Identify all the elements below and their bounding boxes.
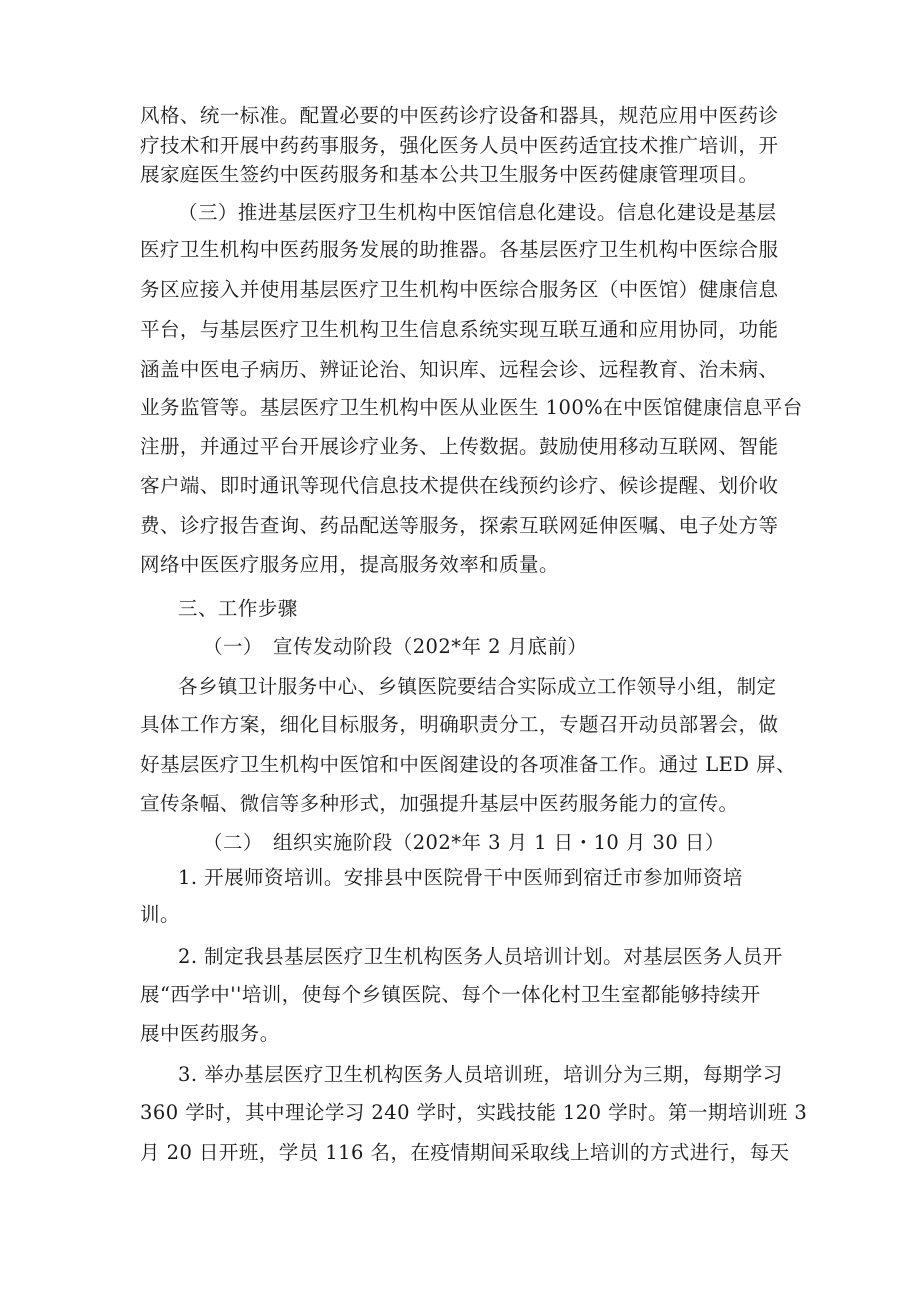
- paragraph-line: 展“西学中''培训，使每个乡镇医院、每个一体化村卫生室都能够持续开: [140, 983, 761, 1006]
- paragraph-line: 费、诊疗报告查询、药品配送等服务，探索互联网延伸医嘱、电子处方等: [140, 514, 779, 537]
- section-title: 三、工作步骤: [178, 597, 298, 620]
- paragraph-line: 疗技术和开展中药药事服务，强化医务人员中医药适宜技术推广培训，开: [140, 134, 779, 157]
- paragraph-line: 平台，与基层医疗卫生机构卫生信息系统实现互联互通和应用协同，功能: [140, 318, 779, 341]
- paragraph-line: 客户端、即时通讯等现代信息技术提供在线预约诊疗、候诊提醒、划价收: [140, 474, 779, 497]
- paragraph-line: 网络中医医疗服务应用，提高服务效率和质量。: [140, 553, 559, 576]
- paragraph-line: 展中医药服务。: [140, 1022, 280, 1045]
- section-heading-line: （三）推进基层医疗卫生机构中医馆信息化建设。信息化建设是基层: [178, 201, 777, 224]
- paragraph-line: 风格、统一标准。配置必要的中医药诊疗设备和器具，规范应用中医药诊: [140, 104, 779, 127]
- paragraph-line: 1. 开展师资培训。安排县中医院骨干中医师到宿迁市参加师资培: [178, 866, 743, 889]
- paragraph-line: 3. 举办基层医疗卫生机构医务人员培训班，培训分为三期，每期学习: [178, 1063, 783, 1086]
- paragraph-line: 业务监管等。基层医疗卫生机构中医从业医生 100%在中医馆健康信息平台: [140, 396, 803, 419]
- paragraph-line: 展家庭医生签约中医药服务和基本公共卫生服务中医药健康管理项目。: [140, 163, 759, 186]
- paragraph-line: 月 20 日开班，学员 116 名，在疫情期间采取线上培训的方式进行，每天: [140, 1141, 790, 1164]
- paragraph-line: 好基层医疗卫生机构中医馆和中医阁建设的各项准备工作。通过 LED 屏、: [140, 753, 796, 776]
- paragraph-line: 具体工作方案，细化目标服务，明确职责分工，专题召开动员部署会，做: [140, 713, 779, 736]
- paragraph-line: 各乡镇卫计服务中心、乡镇医院要结合实际成立工作领导小组，制定: [178, 675, 777, 698]
- paragraph-line: 务区应接入并使用基层医疗卫生机构中医综合服务区（中医馆）健康信息: [140, 278, 779, 301]
- paragraph-line: 医疗卫生机构中医药服务发展的助推器。各基层医疗卫生机构中医综合服: [140, 238, 779, 261]
- paragraph-line: 360 学时，其中理论学习 240 学时，实践技能 120 学时。第一期培训班 3: [140, 1101, 808, 1124]
- subsection-title: （一） 宣传发动阶段（202*年 2 月底前）: [203, 635, 588, 658]
- paragraph-line: 涵盖中医电子病历、辨证论治、知识库、远程会诊、远程教育、治未病、: [140, 358, 779, 381]
- paragraph-line: 注册，并通过平台开展诊疗业务、上传数据。鼓励使用移动互联网、智能: [140, 435, 779, 458]
- subsection-title: （二） 组织实施阶段（202*年 3 月 1 日・10 月 30 日）: [203, 831, 725, 854]
- paragraph-line: 训。: [140, 903, 180, 926]
- paragraph-line: 2. 制定我县基层医疗卫生机构医务人员培训计划。对基层医务人员开: [178, 945, 783, 968]
- paragraph-line: 宣传条幅、微信等多种形式，加强提升基层中医药服务能力的宣传。: [140, 792, 739, 815]
